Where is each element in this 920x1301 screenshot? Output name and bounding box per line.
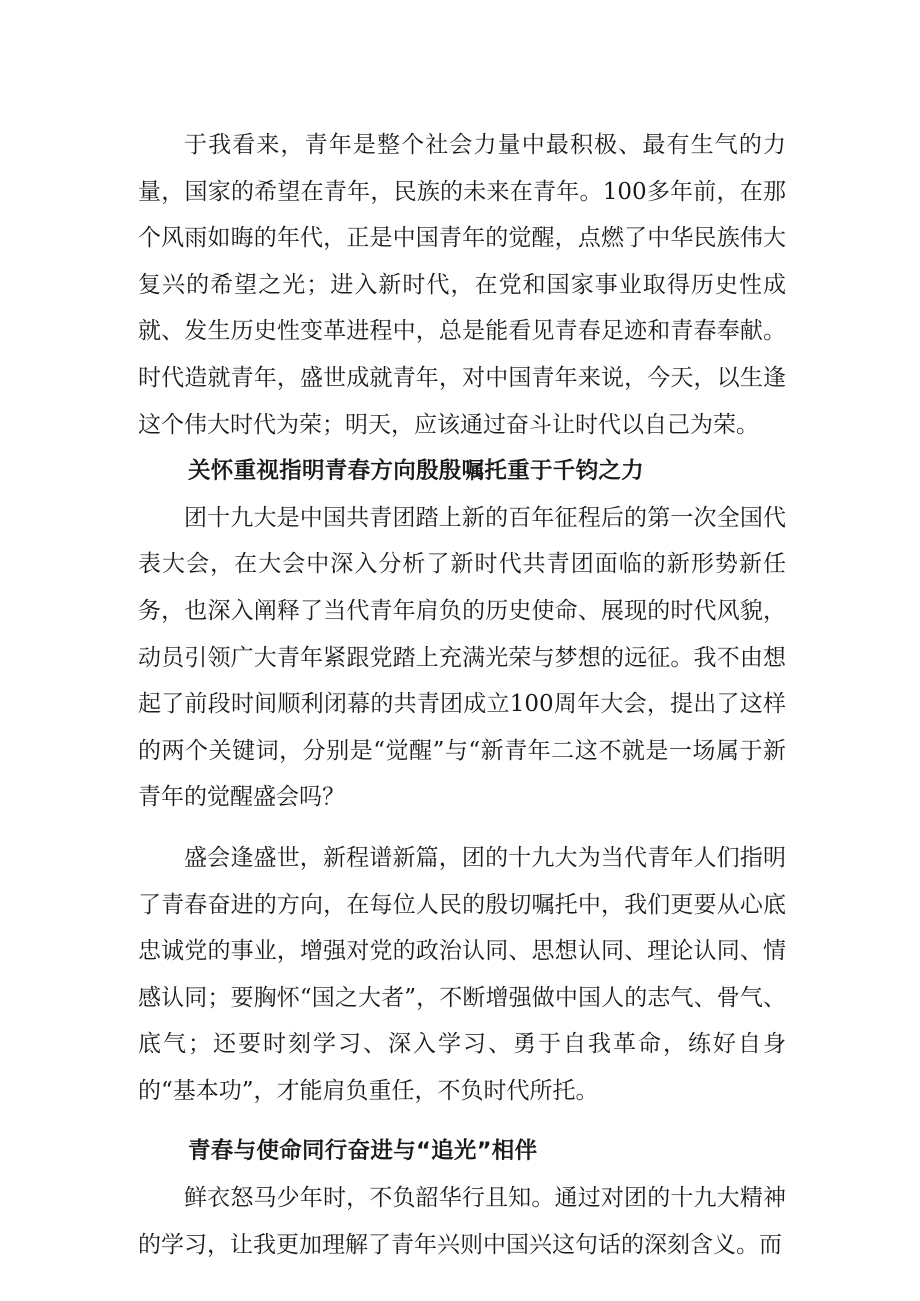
paragraph-congress-guidance: 盛会逢盛世，新程谱新篇，团的十九大为当代青年人们指明了青春奋进的方向，在每位人民的殷切嘱托中，我们更要从心底忠诚党的事业，增强对党的政治认同、思想认同、理论认同、情感认同；要胸怀“国之大者”，不断增强做中国人的志气、骨气、底气；还要时刻学习、深入学习、勇于自我革命，练好自身的“基本功”，才能肩负重任，不负时代所托。 xyxy=(138,844,786,1104)
document-page xyxy=(138,122,786,1268)
section-heading-youth-mission: 青春与使命同行奋进与“追光”相伴 xyxy=(188,1138,538,1165)
paragraph-youth-power: 于我看来，青年是整个社会力量中最积极、最有生气的力量，国家的希望在青年，民族的未来在青年。100多年前，在那个风雨如晦的年代，正是中国青年的觉醒，点燃了中华民族伟大复兴的希望之光；进入新时代，在党和国家事业取得历史性成就、发生历史性变革进程中，总是能看见青春足迹和青春奉献。时代造就青年，盛世成就青年，对中国青年来说，今天，以生逢这个伟大时代为荣；明天，应该通过奋斗让时代以自己为荣。 xyxy=(138,132,786,438)
section-heading-youth-direction: 关怀重视指明青春方向殷殷嘱托重于千钧之力 xyxy=(188,458,645,485)
paragraph-congress-overview: 团十九大是中国共青团踏上新的百年征程后的第一次全国代表大会，在大会中深入分析了新时代共青团面临的新形势新任务，也深入阐释了当代青年肩负的历史使命、展现的时代风貌，动员引领广大青年紧跟党踏上充满光荣与梦想的远征。我不由想起了前段时间顺利闭幕的共青团成立100周年大会，提出了这样的两个关键词，分别是“觉醒”与“新青年二这不就是一场属于新青年的觉醒盛会吗？ xyxy=(138,504,786,811)
paragraph-youth-meaning: 鲜衣怒马少年时，不负韶华行且知。通过对团的十九大精神的学习，让我更加理解了青年兴则中国兴这句话的深刻含义。而 xyxy=(138,1185,786,1258)
